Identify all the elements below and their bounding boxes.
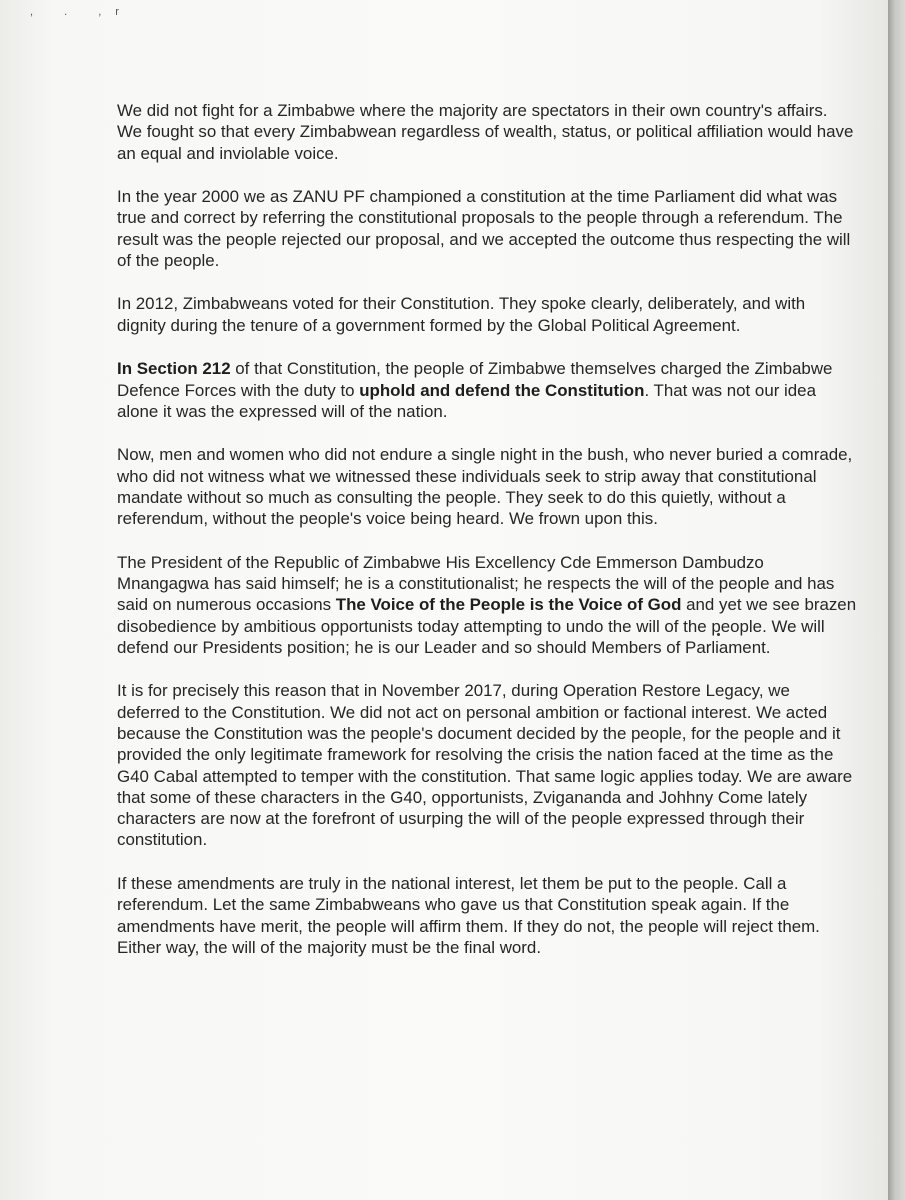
paragraph-4 — [117, 358, 857, 422]
page-specks: , . ,r — [30, 6, 133, 18]
paragraph-6-text-1: The President of the Republic of Zimbabwe His Excellency Cde Emmerson Dambudzo Mnangagwa has said himself; he is a constitutionalist; he respects the will of the people and has said on numerous occasions — [117, 552, 835, 615]
voice-of-god-emphasis: The Voice of the People is the Voice of God — [335, 595, 682, 615]
paragraph-4-text-1: of that Constitution, the people of Zimbabwe themselves charged the Zimbabwe Defence Forces with the duty to — [117, 359, 833, 400]
paragraph-2: In the year 2000 we as ZANU PF championed a constitution at the time Parliament did what was true and correct by referring the constitutional proposals to the people through a referendum. The result was the people rejected our proposal, and we accepted the outcome thus respecting the will of the people. — [117, 187, 851, 270]
paragraph-6-text-2: and yet we see brazen disobedience by ambitious opportunists today attempting to undo the will of the people. We will defend our Presidents position; he is our Leader and so should Members of Parliament. — [117, 595, 857, 657]
document-body — [117, 100, 857, 980]
paragraph-1: We did not fight for a Zimbabwe where the majority are spectators in their own country's affairs. We fought so that every Zimbabwean regardless of wealth, status, or political affiliation would have an equal and inviolable voice. — [117, 101, 854, 163]
page-edge-shadow — [888, 0, 905, 1200]
paragraph-8: If these amendments are truly in the national interest, let them be put to the people. Call a referendum. Let the same Zimbabweans who gave us that Constitution speak again. If the amendments have merit, the people will affirm them. If they do not, the people will reject them. Either way, the will of the majority must be the final word. — [117, 873, 820, 957]
section-212-emphasis: In Section 212 — [117, 359, 231, 379]
paragraph-4-text-2: . That was not our idea alone it was the expressed will of the nation. — [117, 380, 816, 421]
paragraph-6 — [117, 552, 857, 658]
uphold-defend-emphasis: uphold and defend the Constitution — [359, 380, 645, 400]
paragraph-7: It is for precisely this reason that in November 2017, during Operation Restore Legacy, we deferred to the Constitution. We did not act on personal ambition or factional interest. We acted because the Constitution was the people's document decided by the people, for the people and it provided the only legitimate framework for resolving the crisis the nation faced at the time as the G40 Cabal attempted to temper with the constitution. That same logic applies today. We are aware that some of these characters in the G40, opportunists, Zvigananda and Johhny Come lately characters are now at the forefront of usurping the will of the people expressed through their constitution. — [117, 681, 853, 850]
paragraph-3: In 2012, Zimbabweans voted for their Constitution. They spoke clearly, deliberately, and with dignity during the tenure of a government formed by the Global Political Agreement. — [117, 294, 806, 335]
paragraph-5: Now, men and women who did not endure a single night in the bush, who never buried a comrade, who did not witness what we witnessed these individuals seek to strip away that constitutional mandate without so much as consulting the people. They seek to do this quietly, without a referendum, without the people's voice being heard. We frown upon this. — [117, 445, 853, 529]
